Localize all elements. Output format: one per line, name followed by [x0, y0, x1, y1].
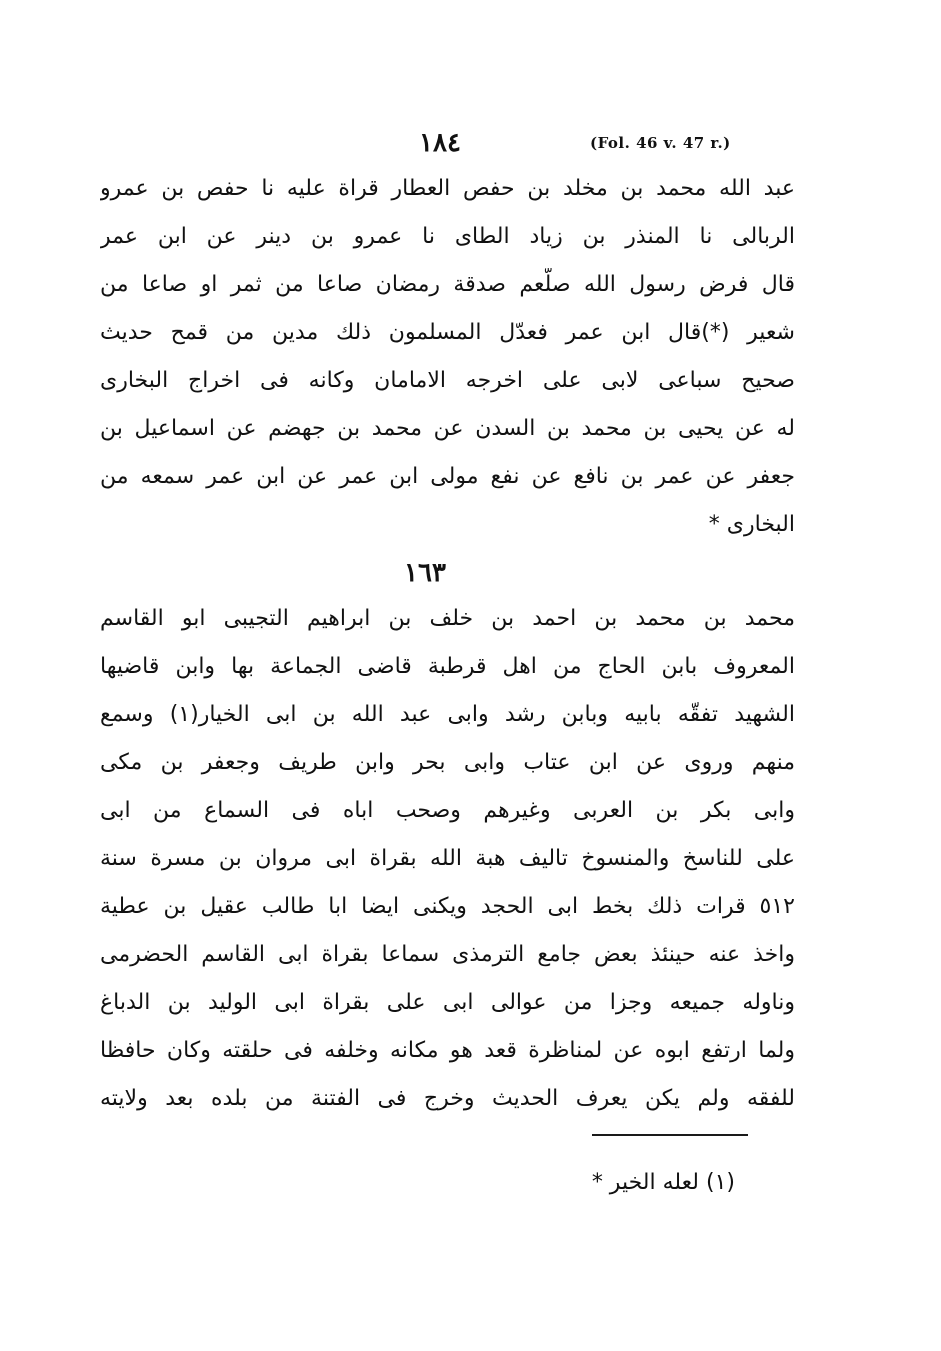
- text-line: وابى بكر بن العربى وغيرهم وصحب اباه فى السماع من ابى: [100, 798, 795, 823]
- text-line: البخارى *: [708, 512, 795, 537]
- text-line: شعير (*)قال ابن عمر فعدّل المسلمون ذلك مدين من قمح حديث: [100, 320, 795, 345]
- text-line: الشهيد تفقّه بابيه وبابن رشد وابى عبد الله بن ابى الخيار(١) وسمع: [100, 702, 795, 727]
- text-line: قال فرض رسول الله صلّعم صدقة رمضان صاعا من ثمر او صاعا من: [100, 272, 795, 297]
- text-line: الربالى نا المنذر بن زياد الطاى نا عمرو بن دينر عن ابن عمر: [100, 224, 795, 249]
- text-line: محمد بن محمد بن احمد بن خلف بن ابراهيم التجيبى ابو القاسم: [100, 606, 795, 631]
- text-line: المعروف بابن الحاج من اهل قرطبة قاضى الجماعة بها وابن قاضيها: [100, 654, 795, 679]
- text-line: منهم وروى عن ابن عتاب وابى بحر وابن طريف وجعفر بن مكى: [100, 750, 795, 775]
- text-line: له عن يحيى بن محمد بن السدن عن محمد بن جهضم عن اسماعيل بن: [100, 416, 795, 441]
- footnote: (١) لعله الخير *: [591, 1170, 735, 1195]
- running-head: [100, 128, 820, 158]
- footnote-rule: [592, 1134, 748, 1136]
- text-line: ولما ارتفع ابوه عن لمناظرة قعد هو مكانه وخلفه فى حلقته وكان حافظا: [100, 1038, 795, 1063]
- page-number: ١٨٤: [419, 128, 461, 158]
- text-line: صحيح سباعى لابى على اخرجه الامامان وكانه فى اخراج البخارى: [100, 368, 795, 393]
- text-line: للفقه ولم يكن يعرف الحديث وخرج فى الفتنة من بلده بعد ولايته: [100, 1086, 795, 1111]
- entry-number: ١٦٣: [404, 558, 446, 588]
- text-line: على للناسخ والمنسوخ تاليف هبة الله بقراة ابى مروان بن مسرة سنة: [100, 846, 795, 871]
- text-line: وناوله جميعه وجزا من عوالى ابى على بقراة ابى الوليد بن الدباغ: [100, 990, 795, 1015]
- folio-reference: (Fol. 46 v. 47 r.): [590, 134, 731, 152]
- text-line: جعفر عن عمر بن نافع عن نفع مولى ابن عمر عن ابن عمر سمعه من: [100, 464, 795, 489]
- text-line: واخذ عنه حينئذ بعض جامع الترمذى سماعا بقراة ابى القاسم الحضرمى: [100, 942, 795, 967]
- text-line: عبد الله محمد بن مخلد بن حفص العطار قراة عليه نا حفص بن عمرو: [100, 176, 795, 201]
- text-line: ٥١٢ قرات ذلك بخط ابى الحجد ويكنى ايضا ابا طالب عقيل بن عطية: [100, 894, 795, 919]
